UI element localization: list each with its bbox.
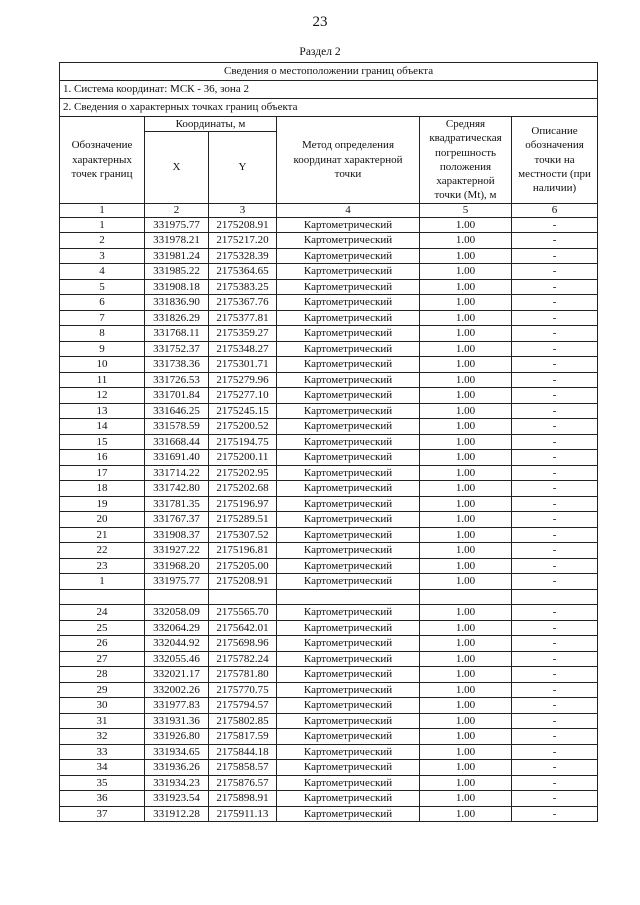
accuracy-cell: 1.00 xyxy=(420,295,512,311)
accuracy-cell: 1.00 xyxy=(420,543,512,559)
description-cell: - xyxy=(512,403,598,419)
table-row xyxy=(60,744,598,760)
method-cell: Картометрический xyxy=(277,248,420,264)
method-cell: Картометрический xyxy=(277,233,420,249)
coordinate-x-cell: 331912.28 xyxy=(145,806,209,822)
coordinate-x-cell: 331668.44 xyxy=(145,434,209,450)
point-number-cell: 28 xyxy=(60,667,145,683)
table-row xyxy=(60,295,598,311)
description-cell: - xyxy=(512,310,598,326)
method-cell: Картометрический xyxy=(277,403,420,419)
description-cell: - xyxy=(512,682,598,698)
table-row xyxy=(60,729,598,745)
accuracy-cell: 1.00 xyxy=(420,465,512,481)
description-cell: - xyxy=(512,791,598,807)
coordinate-y-cell: 2175208.91 xyxy=(209,574,277,590)
coordinate-y-cell: 2175802.85 xyxy=(209,713,277,729)
description-cell: - xyxy=(512,279,598,295)
coordinate-y-cell: 2175348.27 xyxy=(209,341,277,357)
method-cell: Картометрический xyxy=(277,264,420,280)
table-row xyxy=(60,434,598,450)
accuracy-cell: 1.00 xyxy=(420,403,512,419)
coordinate-x-cell: 331968.20 xyxy=(145,558,209,574)
accuracy-cell: 1.00 xyxy=(420,744,512,760)
coordinate-y-cell: 2175794.57 xyxy=(209,698,277,714)
point-number-cell: 30 xyxy=(60,698,145,714)
point-number-cell: 23 xyxy=(60,558,145,574)
coordinate-x-cell: 331934.65 xyxy=(145,744,209,760)
method-cell: Картометрический xyxy=(277,543,420,559)
coordinate-y-cell: 2175911.13 xyxy=(209,806,277,822)
accuracy-cell: 1.00 xyxy=(420,481,512,497)
description-cell: - xyxy=(512,434,598,450)
method-cell: Картометрический xyxy=(277,682,420,698)
method-cell: Картометрический xyxy=(277,729,420,745)
accuracy-cell: 1.00 xyxy=(420,527,512,543)
contour-2-rows xyxy=(60,605,598,822)
coordinate-x-cell: 331978.21 xyxy=(145,233,209,249)
description-cell: - xyxy=(512,543,598,559)
coordinate-x-cell: 331977.83 xyxy=(145,698,209,714)
description-cell: - xyxy=(512,527,598,543)
coordinate-x-cell: 331578.59 xyxy=(145,419,209,435)
method-cell: Картометрический xyxy=(277,651,420,667)
method-cell: Картометрический xyxy=(277,620,420,636)
accuracy-cell: 1.00 xyxy=(420,713,512,729)
method-cell: Картометрический xyxy=(277,636,420,652)
column-number: 1 xyxy=(60,203,145,217)
description-cell: - xyxy=(512,636,598,652)
method-cell: Картометрический xyxy=(277,698,420,714)
description-cell: - xyxy=(512,357,598,373)
coordinate-y-cell: 2175194.75 xyxy=(209,434,277,450)
description-cell: - xyxy=(512,419,598,435)
points-heading: 2. Сведения о характерных точках границ объекта xyxy=(60,99,598,117)
coordinate-x-cell: 331826.29 xyxy=(145,310,209,326)
table-row xyxy=(60,450,598,466)
accuracy-cell: 1.00 xyxy=(420,698,512,714)
coordinate-y-cell: 2175205.00 xyxy=(209,558,277,574)
coordinate-x-cell: 331931.36 xyxy=(145,713,209,729)
method-cell: Картометрический xyxy=(277,217,420,233)
point-number-cell: 36 xyxy=(60,791,145,807)
coordinate-x-cell: 331975.77 xyxy=(145,217,209,233)
coordinate-y-cell: 2175217.20 xyxy=(209,233,277,249)
description-cell: - xyxy=(512,620,598,636)
table-row xyxy=(60,636,598,652)
point-number-cell: 9 xyxy=(60,341,145,357)
table-row xyxy=(60,233,598,249)
point-number-cell: 17 xyxy=(60,465,145,481)
table-row xyxy=(60,512,598,528)
method-cell: Картометрический xyxy=(277,357,420,373)
coordinate-y-cell: 2175301.71 xyxy=(209,357,277,373)
description-cell: - xyxy=(512,217,598,233)
coordinate-y-cell: 2175782.24 xyxy=(209,651,277,667)
table-row xyxy=(60,279,598,295)
point-number-cell: 21 xyxy=(60,527,145,543)
method-cell: Картометрический xyxy=(277,279,420,295)
accuracy-cell: 1.00 xyxy=(420,248,512,264)
point-number-cell: 31 xyxy=(60,713,145,729)
point-number-cell: 8 xyxy=(60,326,145,342)
table-row xyxy=(60,543,598,559)
point-number-cell: 18 xyxy=(60,481,145,497)
point-number-cell: 11 xyxy=(60,372,145,388)
point-number-cell: 22 xyxy=(60,543,145,559)
table-row xyxy=(60,481,598,497)
accuracy-cell: 1.00 xyxy=(420,682,512,698)
accuracy-cell: 1.00 xyxy=(420,326,512,342)
description-cell: - xyxy=(512,372,598,388)
point-number-cell: 35 xyxy=(60,775,145,791)
table-row xyxy=(60,403,598,419)
method-cell: Картометрический xyxy=(277,605,420,621)
coordinate-x-cell: 331781.35 xyxy=(145,496,209,512)
section-label: Раздел 2 xyxy=(299,46,341,58)
description-cell: - xyxy=(512,233,598,249)
method-cell: Картометрический xyxy=(277,481,420,497)
coordinate-y-cell: 2175245.15 xyxy=(209,403,277,419)
point-number-cell: 14 xyxy=(60,419,145,435)
description-cell: - xyxy=(512,248,598,264)
description-cell: - xyxy=(512,806,598,822)
point-number-cell: 3 xyxy=(60,248,145,264)
header-accuracy: Средняя квадратическая погрешность положения характерной точки (Mt), м xyxy=(420,117,512,204)
table-row xyxy=(60,496,598,512)
coordinate-x-cell: 332058.09 xyxy=(145,605,209,621)
coordinate-x-cell: 331738.36 xyxy=(145,357,209,373)
coordinate-x-cell: 331975.77 xyxy=(145,574,209,590)
accuracy-cell: 1.00 xyxy=(420,310,512,326)
header-x: X xyxy=(145,132,209,204)
accuracy-cell: 1.00 xyxy=(420,434,512,450)
table-row xyxy=(60,651,598,667)
table-row xyxy=(60,388,598,404)
coordinate-y-cell: 2175642.01 xyxy=(209,620,277,636)
coordinate-y-cell: 2175307.52 xyxy=(209,527,277,543)
coordinate-x-cell: 331908.18 xyxy=(145,279,209,295)
table-row xyxy=(60,419,598,435)
accuracy-cell: 1.00 xyxy=(420,217,512,233)
method-cell: Картометрический xyxy=(277,326,420,342)
point-number-cell: 7 xyxy=(60,310,145,326)
coordinate-x-cell: 332055.46 xyxy=(145,651,209,667)
table-row xyxy=(60,682,598,698)
description-cell: - xyxy=(512,388,598,404)
description-cell: - xyxy=(512,713,598,729)
coordinate-y-cell: 2175208.91 xyxy=(209,217,277,233)
coordinate-y-cell: 2175898.91 xyxy=(209,791,277,807)
accuracy-cell: 1.00 xyxy=(420,341,512,357)
description-cell: - xyxy=(512,605,598,621)
table-row xyxy=(60,264,598,280)
coordinate-y-cell: 2175202.68 xyxy=(209,481,277,497)
column-number: 3 xyxy=(209,203,277,217)
point-number-cell: 1 xyxy=(60,217,145,233)
point-number-cell: 32 xyxy=(60,729,145,745)
coordinate-x-cell: 331726.53 xyxy=(145,372,209,388)
coordinate-y-cell: 2175196.97 xyxy=(209,496,277,512)
accuracy-cell: 1.00 xyxy=(420,419,512,435)
table-row xyxy=(60,465,598,481)
coordinate-y-cell: 2175770.75 xyxy=(209,682,277,698)
method-cell: Картометрический xyxy=(277,512,420,528)
coordinate-x-cell: 331701.84 xyxy=(145,388,209,404)
method-cell: Картометрический xyxy=(277,496,420,512)
table-row xyxy=(60,667,598,683)
point-number-cell: 26 xyxy=(60,636,145,652)
point-number-cell: 27 xyxy=(60,651,145,667)
table-row xyxy=(60,574,598,590)
description-cell: - xyxy=(512,744,598,760)
description-cell: - xyxy=(512,450,598,466)
point-number-cell: 16 xyxy=(60,450,145,466)
coordinate-y-cell: 2175200.52 xyxy=(209,419,277,435)
accuracy-cell: 1.00 xyxy=(420,605,512,621)
contour-separator-row xyxy=(60,589,598,605)
description-cell: - xyxy=(512,558,598,574)
coordinate-y-cell: 2175383.25 xyxy=(209,279,277,295)
coordinate-y-cell: 2175698.96 xyxy=(209,636,277,652)
point-number-cell: 33 xyxy=(60,744,145,760)
method-cell: Картометрический xyxy=(277,295,420,311)
method-cell: Картометрический xyxy=(277,667,420,683)
table-row xyxy=(60,775,598,791)
coordinate-x-cell: 331985.22 xyxy=(145,264,209,280)
coordinate-x-cell: 331981.24 xyxy=(145,248,209,264)
column-number: 2 xyxy=(145,203,209,217)
method-cell: Картометрический xyxy=(277,465,420,481)
table-row xyxy=(60,341,598,357)
coordinate-x-cell: 331927.22 xyxy=(145,543,209,559)
table-row xyxy=(60,527,598,543)
description-cell: - xyxy=(512,341,598,357)
description-cell: - xyxy=(512,465,598,481)
coordinate-x-cell: 331714.22 xyxy=(145,465,209,481)
accuracy-cell: 1.00 xyxy=(420,279,512,295)
description-cell: - xyxy=(512,295,598,311)
method-cell: Картометрический xyxy=(277,744,420,760)
accuracy-cell: 1.00 xyxy=(420,512,512,528)
table-row xyxy=(60,217,598,233)
accuracy-cell: 1.00 xyxy=(420,233,512,249)
coordinate-y-cell: 2175844.18 xyxy=(209,744,277,760)
coordinate-x-cell: 331742.80 xyxy=(145,481,209,497)
accuracy-cell: 1.00 xyxy=(420,775,512,791)
method-cell: Картометрический xyxy=(277,760,420,776)
column-number: 6 xyxy=(512,203,598,217)
method-cell: Картометрический xyxy=(277,310,420,326)
accuracy-cell: 1.00 xyxy=(420,574,512,590)
method-cell: Картометрический xyxy=(277,527,420,543)
coordinate-x-cell: 332021.17 xyxy=(145,667,209,683)
description-cell: - xyxy=(512,326,598,342)
coordinate-y-cell: 2175817.59 xyxy=(209,729,277,745)
coordinate-x-cell: 331646.25 xyxy=(145,403,209,419)
point-number-cell: 4 xyxy=(60,264,145,280)
method-cell: Картометрический xyxy=(277,341,420,357)
description-cell: - xyxy=(512,698,598,714)
coordinate-x-cell: 331836.90 xyxy=(145,295,209,311)
coordinate-y-cell: 2175367.76 xyxy=(209,295,277,311)
table-row xyxy=(60,620,598,636)
accuracy-cell: 1.00 xyxy=(420,636,512,652)
description-cell: - xyxy=(512,651,598,667)
method-cell: Картометрический xyxy=(277,574,420,590)
accuracy-cell: 1.00 xyxy=(420,372,512,388)
table-row xyxy=(60,760,598,776)
accuracy-cell: 1.00 xyxy=(420,651,512,667)
accuracy-cell: 1.00 xyxy=(420,760,512,776)
point-number-cell: 19 xyxy=(60,496,145,512)
point-number-cell: 10 xyxy=(60,357,145,373)
table-row xyxy=(60,605,598,621)
coordinate-x-cell: 332044.92 xyxy=(145,636,209,652)
point-number-cell: 2 xyxy=(60,233,145,249)
coordinate-y-cell: 2175289.51 xyxy=(209,512,277,528)
accuracy-cell: 1.00 xyxy=(420,357,512,373)
coordinate-y-cell: 2175202.95 xyxy=(209,465,277,481)
column-number: 5 xyxy=(420,203,512,217)
table-row xyxy=(60,713,598,729)
table-row xyxy=(60,791,598,807)
contour-1-rows xyxy=(60,217,598,589)
point-number-cell: 25 xyxy=(60,620,145,636)
header-method: Метод определения координат характерной точки xyxy=(277,117,420,204)
point-number-cell: 12 xyxy=(60,388,145,404)
description-cell: - xyxy=(512,512,598,528)
method-cell: Картометрический xyxy=(277,558,420,574)
coordinate-x-cell: 331934.23 xyxy=(145,775,209,791)
accuracy-cell: 1.00 xyxy=(420,729,512,745)
description-cell: - xyxy=(512,496,598,512)
header-y: Y xyxy=(209,132,277,204)
method-cell: Картометрический xyxy=(277,806,420,822)
coordinate-y-cell: 2175858.57 xyxy=(209,760,277,776)
method-cell: Картометрический xyxy=(277,713,420,729)
description-cell: - xyxy=(512,574,598,590)
method-cell: Картометрический xyxy=(277,388,420,404)
header-point-designation: Обозначение характерных точек границ xyxy=(60,117,145,204)
coordinate-y-cell: 2175200.11 xyxy=(209,450,277,466)
table-row xyxy=(60,248,598,264)
coordinate-y-cell: 2175565.70 xyxy=(209,605,277,621)
point-number-cell: 37 xyxy=(60,806,145,822)
accuracy-cell: 1.00 xyxy=(420,667,512,683)
description-cell: - xyxy=(512,760,598,776)
table-row xyxy=(60,357,598,373)
accuracy-cell: 1.00 xyxy=(420,496,512,512)
accuracy-cell: 1.00 xyxy=(420,791,512,807)
coordinate-x-cell: 331768.11 xyxy=(145,326,209,342)
method-cell: Картометрический xyxy=(277,419,420,435)
method-cell: Картометрический xyxy=(277,372,420,388)
accuracy-cell: 1.00 xyxy=(420,264,512,280)
point-number-cell: 34 xyxy=(60,760,145,776)
header-description: Описание обозначения точки на местности (при наличии) xyxy=(512,117,598,204)
point-number-cell: 29 xyxy=(60,682,145,698)
coordinate-y-cell: 2175359.27 xyxy=(209,326,277,342)
point-number-cell: 13 xyxy=(60,403,145,419)
description-cell: - xyxy=(512,667,598,683)
point-number-cell: 1 xyxy=(60,574,145,590)
coordinate-x-cell: 331752.37 xyxy=(145,341,209,357)
table-row xyxy=(60,806,598,822)
description-cell: - xyxy=(512,481,598,497)
coordinate-y-cell: 2175364.65 xyxy=(209,264,277,280)
coordinate-y-cell: 2175328.39 xyxy=(209,248,277,264)
point-number-cell: 20 xyxy=(60,512,145,528)
accuracy-cell: 1.00 xyxy=(420,806,512,822)
table-row xyxy=(60,558,598,574)
description-cell: - xyxy=(512,729,598,745)
coordinate-y-cell: 2175279.96 xyxy=(209,372,277,388)
table-row xyxy=(60,372,598,388)
coordinate-system: 1. Система координат: МСК - 36, зона 2 xyxy=(60,81,598,99)
column-number: 4 xyxy=(277,203,420,217)
page-number: 23 xyxy=(312,14,328,30)
method-cell: Картометрический xyxy=(277,791,420,807)
coordinate-x-cell: 331936.26 xyxy=(145,760,209,776)
coordinate-y-cell: 2175781.80 xyxy=(209,667,277,683)
accuracy-cell: 1.00 xyxy=(420,450,512,466)
accuracy-cell: 1.00 xyxy=(420,388,512,404)
method-cell: Картометрический xyxy=(277,775,420,791)
coordinate-x-cell: 331908.37 xyxy=(145,527,209,543)
coordinate-y-cell: 2175277.10 xyxy=(209,388,277,404)
table-row xyxy=(60,326,598,342)
table-title: Сведения о местоположении границ объекта xyxy=(60,63,598,81)
coordinate-y-cell: 2175876.57 xyxy=(209,775,277,791)
method-cell: Картометрический xyxy=(277,434,420,450)
boundary-points-table xyxy=(59,62,598,822)
accuracy-cell: 1.00 xyxy=(420,558,512,574)
coordinate-x-cell: 331926.80 xyxy=(145,729,209,745)
description-cell: - xyxy=(512,264,598,280)
header-coordinates: Координаты, м xyxy=(145,117,277,132)
point-number-cell: 24 xyxy=(60,605,145,621)
coordinate-x-cell: 331691.40 xyxy=(145,450,209,466)
coordinate-y-cell: 2175196.81 xyxy=(209,543,277,559)
point-number-cell: 15 xyxy=(60,434,145,450)
accuracy-cell: 1.00 xyxy=(420,620,512,636)
coordinate-x-cell: 331923.54 xyxy=(145,791,209,807)
description-cell: - xyxy=(512,775,598,791)
method-cell: Картометрический xyxy=(277,450,420,466)
point-number-cell: 6 xyxy=(60,295,145,311)
table-row xyxy=(60,310,598,326)
point-number-cell: 5 xyxy=(60,279,145,295)
coordinate-x-cell: 332002.26 xyxy=(145,682,209,698)
coordinate-y-cell: 2175377.81 xyxy=(209,310,277,326)
coordinate-x-cell: 331767.37 xyxy=(145,512,209,528)
table-row xyxy=(60,698,598,714)
coordinate-x-cell: 332064.29 xyxy=(145,620,209,636)
